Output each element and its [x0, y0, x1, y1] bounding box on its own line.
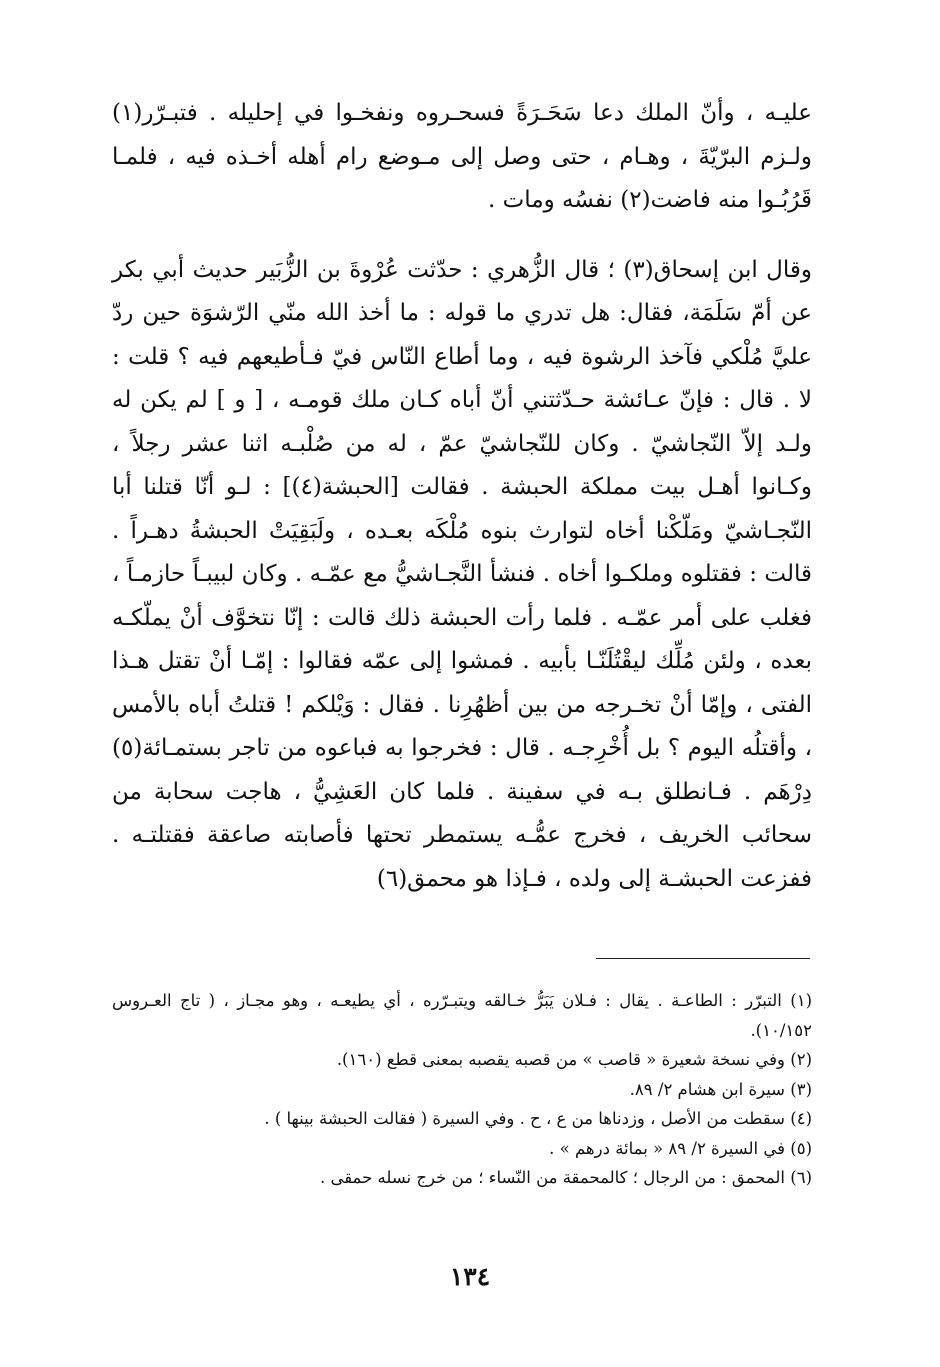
footnote-divider	[596, 958, 810, 959]
page-number: ١٣٤	[449, 1262, 491, 1291]
paragraph-1: عليـه ، وأنّ الملك دعا سَحَـرَةً فسحـروه ونفخـوا في إحليله . فتبـرّر(١) ولـزم البرّيّةَ ، وهـام ، حتى وصل إلى مـوضع رام أهله أخـذه فيه ، فلمـا قَرُبُـوا منه فاضت(٢) نفسُه ومات .	[112, 100, 812, 213]
paragraph-2: وقال ابن إسحاق(٣) ؛ قال الزُّهري : حدّثت عُرْوةَ بن الزُّبَير حديث أبي بكر عن أمّ سَلَمَة، فقال: هل تدري ما قوله : ما أخذ الله منّي الرّشوَة حين ردّ عليَّ مُلْكي فآخذ الرشوة فيه ، وما أطاع النّاس فيّ فـأطيعهم فيه ؟ قلت : لا . قال : فإنّ عـائشة حـدّثتني أنّ أباه كـان ملك قومـه ، [ و ] لم يكن له ولـد إلاّ النّجاشيّ . وكان للنّجاشيّ عمّ ، له من صُلْبـه اثنا عشر رجلاً ، وكـانوا أهـل بيت مملكة الحبشة . فقالت [الحبشة(٤)] : لـو أنّا قتلنا أبا النّجـاشيّ ومَلّكْنا أخاه لتوارث بنوه مُلْكَه بعـده ، ولَبَقِيَتْ الحبشةُ دهـراً . قالت : فقتلوه وملكـوا أخاه . فنشأ النَّجـاشيُّ مع عمّـه . وكان لبيبـاً حازمـاً ، فغلب على أمر عمّـه . فلما رأت الحبشة ذلك قالت : إنّا نتخوَّف أنْ يملّكـه بعده ، ولئن مُلِّك ليقْتُلَنّـا بأبيه . فمشوا إلى عمّه فقالوا : إمّـا أنْ تقتل هـذا الفتى ، وإمّا أنْ تخـرجه من بين أظهُرِنا . فقال : وَيْلكم ! قتلتُ أباه بالأمس ، وأقتلُه اليوم ؟ بل أُخْرِجـه . قال : فخرجوا به فباعوه من تاجر بستمـائة(٥) دِرْهَم . فـانطلق بـه في سفينة . فلما كان العَشِيُّ ، هاجت سحابة من سحائب الخريف ، فخرج عمُّـه يستمطر تحتها فأصابته صاعقة فقتلتـه . ففزعت الحبشـة إلى ولده ، فـإذا هو محمق(٦)	[112, 256, 812, 892]
main-text-body	[112, 92, 812, 901]
footnote-5: (٥) في السيرة ٢/ ٨٩ « بمائة درهم » .	[549, 1138, 812, 1158]
footnote-1: (١) التبرّر : الطاعـة . يقال : فـلان يَبَرُّ خـالقه ويتبـرّره ، أي يطيعـه ، وهو مجـاز ، ( تاج العـروس ١٠/١٥٢).	[112, 991, 812, 1040]
footnotes-section	[112, 986, 812, 1193]
footnote-3: (٣) سيرة ابن هشام ٢/ ٨٩.	[629, 1079, 812, 1099]
footnote-2: (٢) وفي نسخة شعيرة « قاصب » من قصبه يقصبه بمعنى قطع (١٦٠).	[336, 1050, 812, 1069]
footnote-6: (٦) المحمق : من الرجال ؛ كالمحمقة من النّساء ؛ من خرج نسله حمقى .	[319, 1168, 812, 1187]
footnote-4: (٤) سقطت من الأصل ، وزدناها من ع ، ح . وفي السيرة ( فقالت الحبشة بينها ) .	[264, 1109, 812, 1128]
